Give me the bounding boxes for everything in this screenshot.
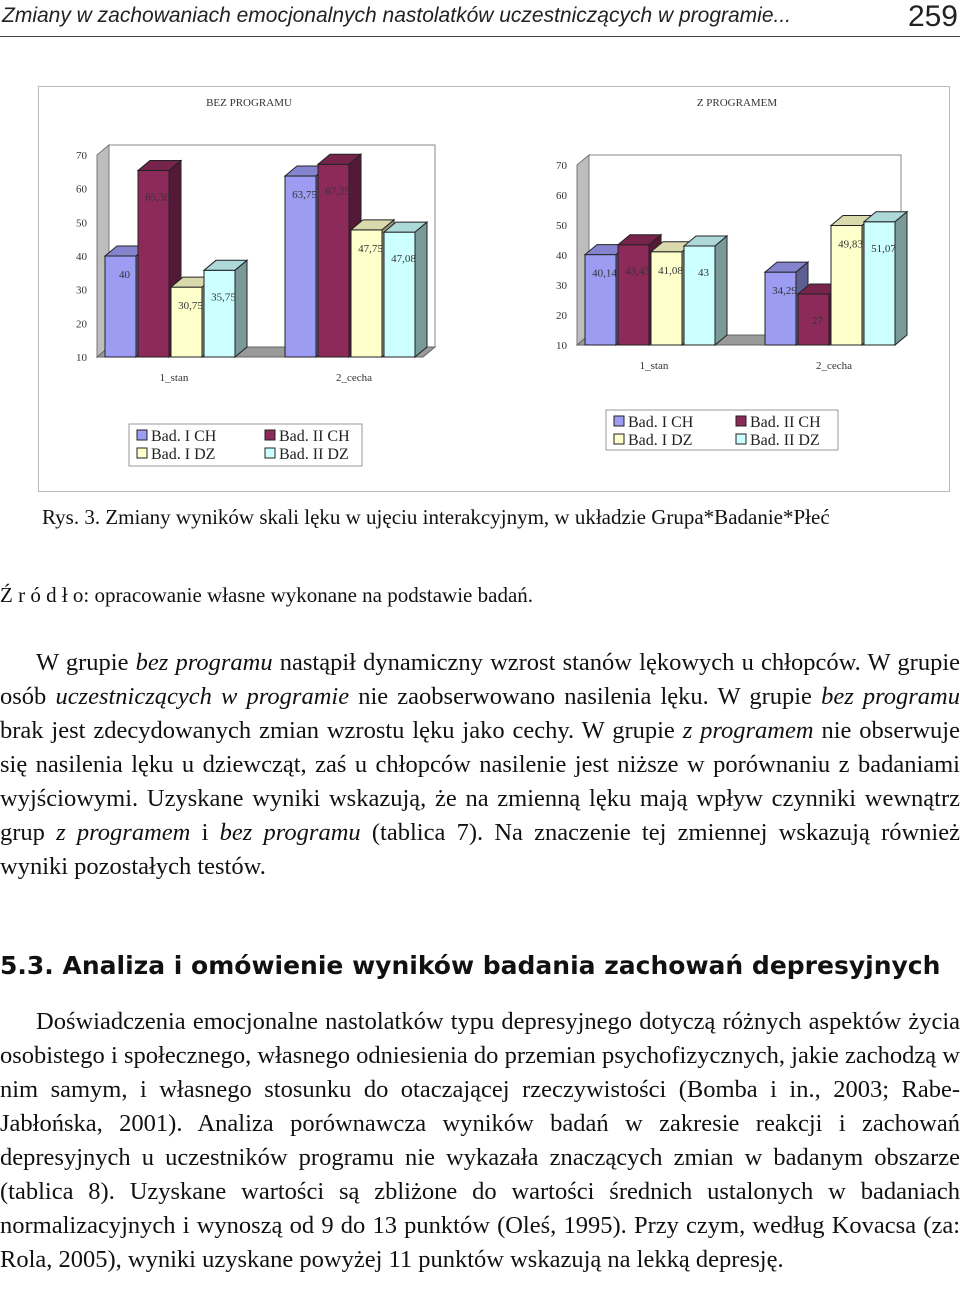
p1-emph: bez programu (821, 683, 960, 710)
y-tick-label: 60 (556, 190, 567, 202)
legend-label: Bad. II DZ (279, 446, 349, 463)
figure-frame (38, 86, 950, 492)
bar-side (415, 222, 427, 357)
y-tick-label: 40 (76, 251, 87, 263)
legend-label: Bad. I DZ (628, 432, 693, 449)
p1-seg: brak jest zdecydowanych zmian wzrostu lęku jako cechy. W grupie (0, 717, 683, 744)
legend-swatch (736, 416, 746, 426)
source-text: opracowanie własne wykonane na podstawie badań. (89, 583, 534, 607)
legend-label: Bad. II CH (750, 414, 821, 431)
bar (864, 222, 895, 345)
bar-side (715, 236, 727, 345)
legend-swatch (614, 434, 624, 444)
section-title: 5.3. Analiza i omówienie wyników badania zachowań depresyjnych (0, 951, 941, 980)
p1-seg: (tablica 7). Na znaczenie tej zmiennej wskazują również wyniki pozostałych testów. (0, 819, 960, 880)
chart-title: BEZ PROGRAMU (206, 97, 292, 109)
y-tick-label: 70 (76, 150, 87, 162)
legend-label: Bad. II DZ (750, 432, 820, 449)
data-label: 27 (812, 315, 823, 327)
p1-emph: uczestniczących w programie (55, 683, 350, 710)
legend-label: Bad. I CH (151, 428, 217, 445)
data-label: 35,75 (211, 291, 236, 304)
bar (684, 246, 715, 345)
y-tick-label: 10 (556, 340, 567, 352)
bar-side (895, 212, 907, 345)
figure-caption: Rys. 3. Zmiany wyników skali lęku w ujęciu interakcyjnym, w układzie Grupa*Badanie*Płeć (42, 505, 830, 529)
legend-label: Bad. II CH (279, 428, 350, 445)
data-label: 43,43 (625, 265, 650, 278)
p1-seg: i (190, 819, 220, 846)
category-label: 2_cecha (335, 372, 373, 384)
y-tick-label: 50 (556, 220, 567, 232)
data-label: 65,38 (145, 191, 170, 204)
category-label: 2_cecha (815, 360, 853, 372)
running-header (0, 0, 960, 37)
p1-emph: z programem (56, 819, 191, 846)
p1-emph: z programem (682, 717, 814, 744)
y-tick-label: 50 (76, 217, 87, 230)
bar (171, 287, 202, 357)
data-label: 47,08 (391, 253, 416, 266)
bar (384, 232, 415, 357)
bar-side (235, 260, 247, 357)
legend-swatch (736, 434, 746, 444)
p1-emph: bez programu (135, 649, 273, 676)
data-label: 40,14 (592, 267, 617, 280)
y-tick-label: 40 (556, 250, 567, 262)
legend-swatch (614, 416, 624, 426)
data-label: 34,29 (772, 285, 797, 298)
bar (618, 245, 649, 345)
data-label: 41,08 (658, 264, 683, 277)
legend-label: Bad. I DZ (151, 446, 216, 463)
category-label: 1_stan (639, 360, 669, 372)
data-label: 63,75 (292, 189, 317, 202)
y-tick-label: 30 (76, 284, 87, 297)
paragraph-depression: Doświadczenia emocjonalne nastolatków typu depresyjnego dotyczą różnych aspektów życia osobistego i społecznego, własnego odniesienia do przemian psychofizycznych, jakie zachodzą w nim samym, i własnego stosunku do otaczającej rzeczywistości (Bomba i in., 2003; Rabe-Jabłońska, 2001). Analiza porównawcza wyników badań w zakresie reakcji i zachowań depresyjnych u uczestników programu nie wykazała znaczących zmian w badanym obszarze (tablica 8). Uzyskane wartości są zbliżone do wartości średnich ustalonych w badaniach normalizacyjnych i wynoszą od 9 do 13 punktów (Oleś, 1995). Przy czym, według Kovacsa (za: Rola, 2005), wyniki uzyskane powyżej 11 punktów wskazują na lekką depresję. (0, 1008, 960, 1273)
legend-swatch (137, 448, 147, 458)
running-title: Zmiany w zachowaniach emocjonalnych nastolatków uczestniczących w programie... (2, 4, 792, 27)
data-label: 30,75 (178, 300, 203, 313)
legend-swatch (137, 430, 147, 440)
data-label: 51,07 (871, 242, 896, 255)
y-tick-label: 60 (76, 183, 87, 196)
bar (285, 176, 316, 357)
chart-title: Z PROGRAMEM (696, 97, 778, 109)
data-label: 49,83 (838, 238, 863, 251)
legend-label: Bad. I CH (628, 414, 694, 431)
source-label: Ź r ó d ł o: (0, 583, 90, 607)
bar (765, 272, 796, 345)
bar (204, 270, 235, 357)
data-label: 43 (698, 267, 709, 279)
figure-charts (39, 87, 949, 491)
p1-seg: nastąpił dynamiczny wzrost stanów lękowych u chłopców. W grupie osób (0, 649, 960, 710)
y-tick-label: 20 (556, 310, 567, 322)
page-number: 259 (907, 0, 958, 33)
y-tick-label: 30 (556, 280, 567, 292)
p1-seg: W grupie (36, 649, 136, 676)
category-label: 1_stan (159, 372, 189, 384)
p1-seg: nie obserwuje się nasilenia lęku u dziewcząt, zaś u chłopców nasilenie jest niższe w porównaniu z badaniami wyjściowymi. Uzyskane wyniki wskazują, że na zmienną lęku mają wpływ czynniki wewnątrz grup (0, 717, 960, 846)
paragraph-results (0, 646, 960, 884)
data-label: 67,25 (325, 185, 350, 198)
p1-seg: nie zaobserwowano nasilenia lęku. W grupie (349, 683, 822, 710)
p1-emph: bez programu (219, 819, 361, 846)
figure-source (0, 583, 533, 608)
y-tick-label: 20 (76, 318, 87, 331)
data-label: 40 (119, 269, 130, 281)
legend-swatch (265, 430, 275, 440)
y-tick-label: 70 (556, 160, 567, 172)
data-label: 47,75 (358, 242, 383, 255)
legend-swatch (265, 448, 275, 458)
y-tick-label: 10 (76, 352, 87, 364)
